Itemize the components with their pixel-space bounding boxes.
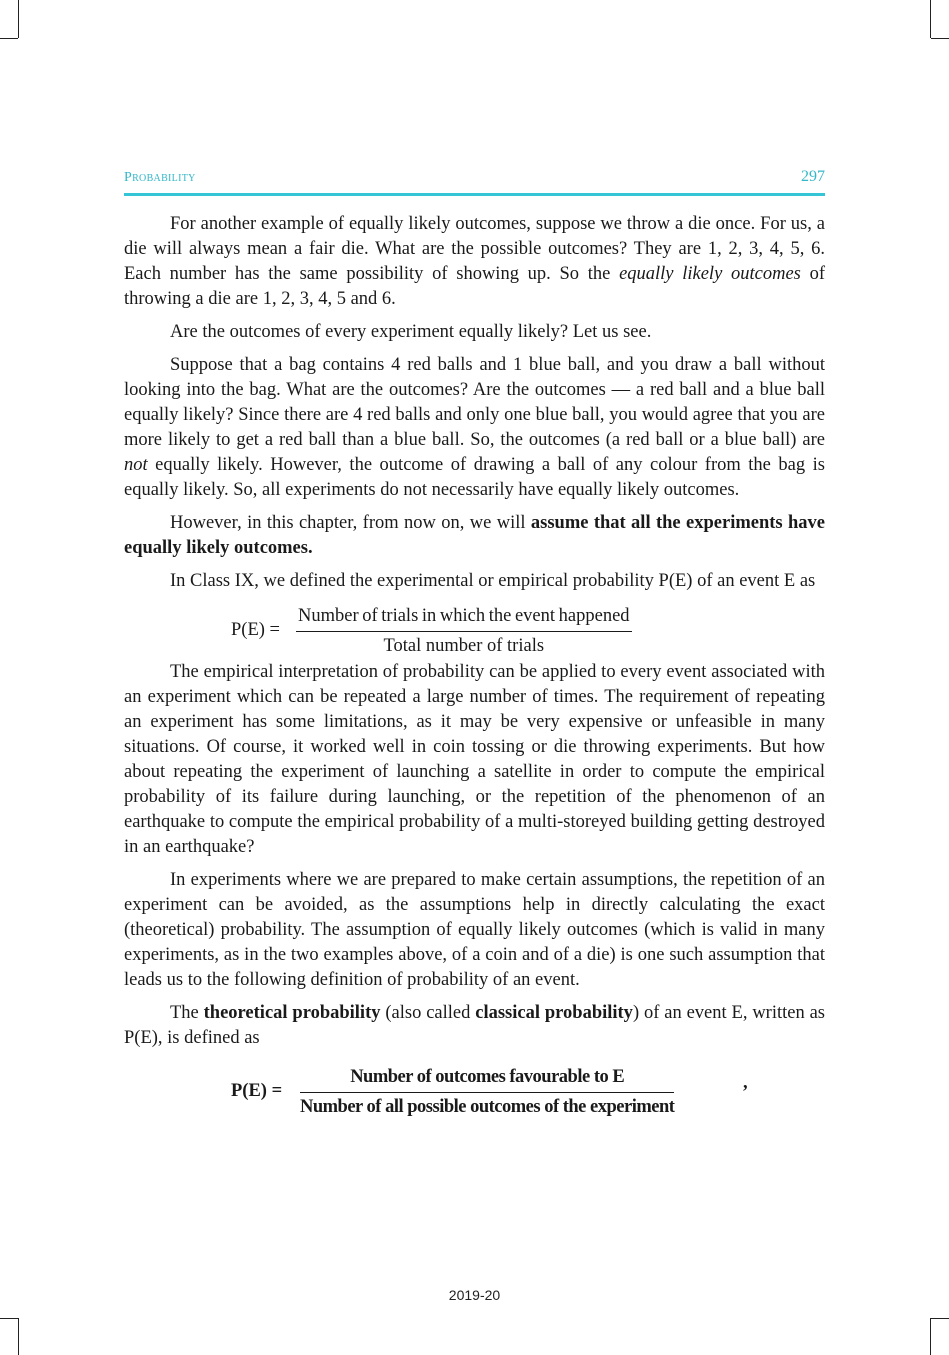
formula-lhs: P(E) = (231, 620, 280, 640)
header-rule (124, 193, 825, 196)
page-body (124, 212, 825, 1121)
paragraph: The theoretical probability (also called classical probability) of an event E, written as P(E), is defined as (124, 1003, 825, 1048)
crop-mark (931, 38, 949, 39)
page-header (124, 168, 825, 194)
formula-lhs: P(E) = (231, 1081, 283, 1101)
formula-numerator: Number of trials in which the event happened (296, 604, 632, 632)
paragraph: Suppose that a bag contains 4 red balls and 1 blue ball, and you draw a ball without looking into the bag. What are the outcomes? Are the outcomes — a red ball and a blue ball equally likely? Since there are 4 red balls and only one blue ball, you would agree that you are more likely to get a red ball than a blue ball. So, the outcomes (a red ball or a blue ball) are not equally likely. However, the outcome of drawing a ball of any colour from the bag is equally likely. So, all experiments do not necessarily have equally likely outcomes. (124, 355, 825, 500)
crop-mark (930, 0, 931, 38)
crop-mark (0, 38, 18, 39)
theoretical-probability-formula (124, 1065, 825, 1117)
formula-numerator: Number of outcomes favourable to E (300, 1065, 674, 1093)
crop-mark (18, 1318, 19, 1355)
paragraph: However, in this chapter, from now on, we will assume that all the experiments have equally likely outcomes. (124, 513, 825, 558)
page-footer-year: 2019-20 (448, 1287, 501, 1303)
crop-mark (18, 0, 19, 38)
crop-mark (930, 1318, 931, 1355)
formula-trailing-comma: , (743, 1073, 748, 1093)
paragraph: In Class IX, we defined the experimental or empirical probability P(E) of an event E as (170, 571, 816, 591)
empirical-probability-formula (124, 604, 825, 656)
formula-denominator: Number of all possible outcomes of the experiment (300, 1097, 675, 1117)
page-number: 297 (801, 168, 825, 185)
crop-mark (0, 1318, 18, 1319)
paragraph: In experiments where we are prepared to make certain assumptions, the repetition of an experiment can be avoided, as the assumptions help in directly calculating the exact (theoretical) probability. The assumption of equally likely outcomes (which is valid in many experiments, as in the two examples above, of a coin and of a die) is one such assumption that leads us to the following definition of probability of an event. (124, 870, 825, 990)
running-head: Probability (124, 170, 196, 185)
paragraph: For another example of equally likely outcomes, suppose we throw a die once. For us, a die will always mean a fair die. What are the possible outcomes? They are 1, 2, 3, 4, 5, 6. Each number has the same possibility of showing up. So the equally likely outcomes of throwing a die are 1, 2, 3, 4, 5 and 6. (124, 214, 825, 309)
formula-fraction (300, 1065, 674, 1120)
crop-mark (931, 1318, 949, 1319)
formula-denominator: Total number of trials (383, 636, 545, 656)
formula-fraction (296, 604, 632, 659)
paragraph: The empirical interpretation of probability can be applied to every event associated with an experiment which can be repeated a large number of times. The requirement of repeating an experiment has some limitations, as it may be very expensive or unfeasible in many situations. Of course, it worked well in coin tossing or die throwing experiments. But how about repeating the experiment of launching a satellite in order to compute the empirical probability of its failure during launching, or the repetition of the phenomenon of an earthquake to compute the empirical probability of a multi-storeyed building getting destroyed in an earthquake? (124, 662, 825, 857)
paragraph: Are the outcomes of every experiment equally likely? Let us see. (170, 322, 652, 342)
